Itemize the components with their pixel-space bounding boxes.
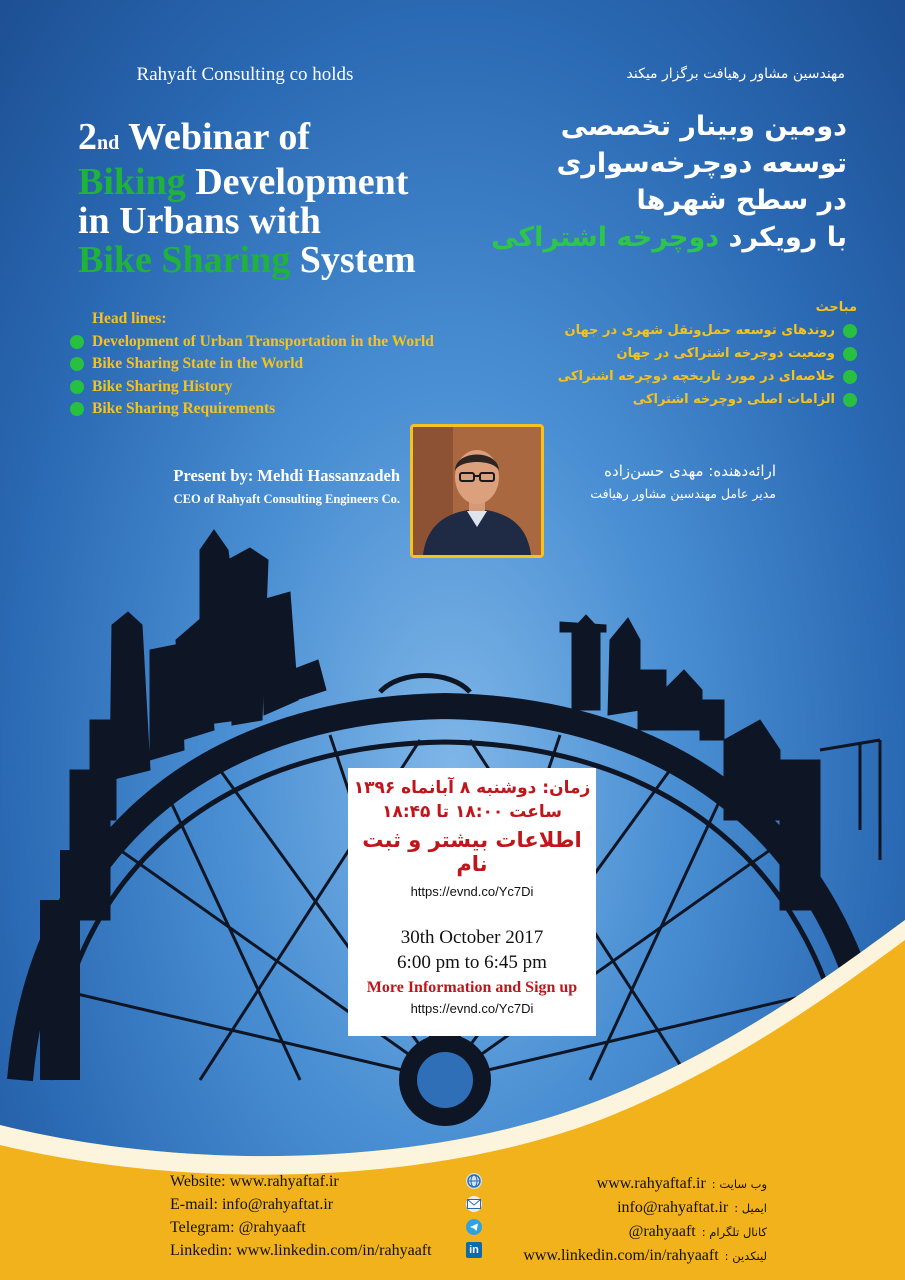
signup-link-fa[interactable]: https://evnd.co/Yc7Di xyxy=(410,884,534,899)
bullet-icon xyxy=(70,335,84,349)
title-en-line-1: 2nd Webinar of xyxy=(78,116,310,158)
list-item: روندهای توسعه حمل‌ونقل شهری در جهان xyxy=(558,319,857,342)
list-item: Bike Sharing History xyxy=(70,376,434,399)
list-item: Development of Urban Transportation in the World xyxy=(70,331,434,354)
bullet-icon xyxy=(70,380,84,394)
bullet-icon xyxy=(70,357,84,371)
date-en: 30th October 2017 xyxy=(400,927,544,948)
title-en-line-3: in Urbans with xyxy=(78,200,321,242)
website-en[interactable]: Website: www.rahyaftaf.ir xyxy=(170,1173,339,1190)
title-fa-line-1: دومین وبینار تخصصی xyxy=(560,111,847,142)
presenter-role-fa: مدیر عامل مهندسین مشاور رهیافت xyxy=(590,486,776,501)
contacts-fa xyxy=(437,1172,767,1268)
title-en xyxy=(78,118,438,280)
host-line-en: Rahyaft Consulting co holds xyxy=(136,64,354,85)
telegram-fa[interactable]: @rahyaaft کانال تلگرام : xyxy=(628,1223,767,1240)
linkedin-en[interactable]: Linkedin: www.linkedin.com/in/rahyaaft xyxy=(170,1242,432,1259)
title-en-line-4: Bike Sharing System xyxy=(78,239,416,281)
signup-link-en[interactable]: https://evnd.co/Yc7Di xyxy=(410,1001,534,1016)
bullet-icon xyxy=(70,402,84,416)
title-fa-line-4: با رویکرد دوچرخه اشتراکی xyxy=(491,222,847,253)
presenter-fa xyxy=(556,462,776,501)
host-line-fa: مهندسین مشاور رهیافت برگزار میکند xyxy=(626,66,845,82)
linkedin-fa[interactable]: www.linkedin.com/in/rahyaaft لینکدین : xyxy=(523,1247,767,1264)
list-item: Bike Sharing Requirements xyxy=(70,398,434,421)
website-fa[interactable]: www.rahyaftaf.ir وب سایت : xyxy=(596,1175,767,1192)
list-item: وضعیت دوچرخه اشتراکی در جهان xyxy=(558,342,857,365)
date-fa: زمان: دوشنبه ۸ آبانماه ۱۳۹۶ xyxy=(353,778,591,798)
title-fa-line-2: توسعه دوچرخه‌سواری xyxy=(556,148,847,179)
time-en: 6:00 pm to 6:45 pm xyxy=(397,952,547,973)
bullet-icon xyxy=(843,393,857,407)
headlines-en-heading: Head lines: xyxy=(92,310,167,327)
linkedin-icon: in xyxy=(466,1242,482,1258)
headlines-fa xyxy=(558,296,857,411)
title-fa xyxy=(427,108,847,256)
bullet-icon xyxy=(843,347,857,361)
presenter-name-en: Present by: Mehdi Hassanzadeh xyxy=(173,466,400,485)
presenter-en xyxy=(110,466,400,507)
title-en-line-2: Biking Development xyxy=(78,161,409,203)
more-info-en: More Information and Sign up xyxy=(366,979,578,996)
presenter-name-fa: ارائه‌دهنده: مهدی حسن‌زاده xyxy=(604,462,776,480)
list-item: Bike Sharing State in the World xyxy=(70,353,434,376)
list-item: خلاصه‌ای در مورد تاریخچه دوچرخه اشتراکی xyxy=(558,365,857,388)
title-fa-line-3: در سطح شهرها xyxy=(636,185,847,216)
email-fa[interactable]: info@rahyaftat.ir ایمیل : xyxy=(617,1199,767,1216)
list-item: الزامات اصلی دوچرخه اشتراکی xyxy=(558,388,857,411)
headlines-en xyxy=(70,308,434,421)
telegram-en[interactable]: Telegram: @rahyaaft xyxy=(170,1219,306,1236)
bullet-icon xyxy=(843,370,857,384)
headlines-fa-heading: مباحث xyxy=(815,300,857,315)
email-en[interactable]: E-mail: info@rahyaftat.ir xyxy=(170,1196,334,1213)
contacts-en xyxy=(170,1170,432,1262)
more-info-fa: اطلاعات بیشتر و ثبت نام xyxy=(362,828,582,876)
bullet-icon xyxy=(843,324,857,338)
presenter-role-en: CEO of Rahyaft Consulting Engineers Co. xyxy=(173,492,400,506)
time-fa: ساعت ۱۸:۰۰ تا ۱۸:۴۵ xyxy=(382,802,562,822)
